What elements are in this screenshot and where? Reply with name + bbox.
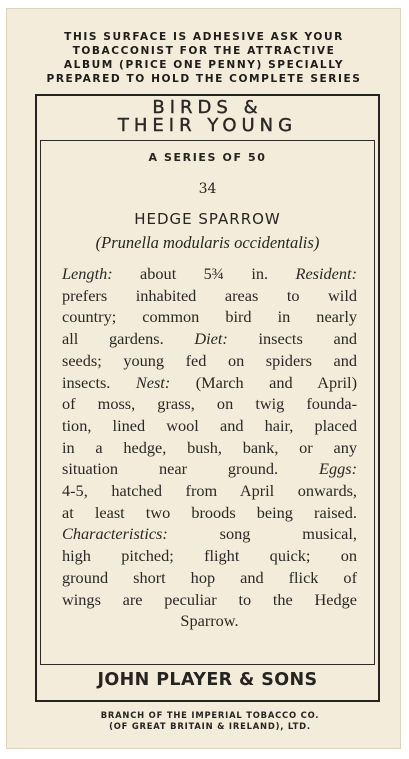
description-text: about 5 (112, 264, 212, 283)
description-heading: Nest: (135, 372, 171, 392)
description-text: in a hedge, bush, bank, or any (62, 437, 357, 457)
description-text: all gardens. (62, 329, 195, 349)
description-text: seeds; young fed on spiders and (62, 350, 357, 370)
description-line (62, 372, 357, 394)
description-heading: Length: (62, 264, 113, 283)
description-text: tion, lined wool and hair, placed (62, 415, 357, 435)
title-line: BIRDS & (152, 97, 263, 118)
description-text: in. (223, 264, 296, 283)
description-line (62, 589, 357, 611)
description-text: wings are peculiar to the Hedge (62, 589, 357, 609)
species-name: HEDGE SPARROW (134, 210, 281, 228)
description-heading: Characteristics: (62, 524, 168, 544)
description-text: high pitched; flight quick; on (62, 546, 357, 566)
description-text: 4-5, hatched from April onwards, (62, 481, 357, 501)
description-line (62, 393, 357, 415)
description-heading: Resident: (295, 264, 357, 283)
description-line (62, 502, 357, 524)
card-number: 34 (198, 181, 217, 197)
description-heading: Eggs: (319, 459, 357, 479)
description-text: Sparrow. (180, 611, 239, 631)
description-text: situation near ground. (62, 459, 320, 479)
description-text: at least two broods being raised. (62, 502, 357, 522)
description-heading: Diet: (194, 329, 228, 349)
description-line (62, 523, 357, 545)
description-line (62, 610, 357, 632)
card-title (41, 99, 374, 139)
description-line (62, 415, 357, 437)
adhesive-notice-line: ALBUM (PRICE ONE PENNY) SPECIALLY (63, 59, 345, 71)
inner-frame (40, 140, 375, 665)
description-line (62, 285, 357, 307)
description-line (62, 328, 357, 350)
description-line (62, 458, 357, 480)
latin-name: (Prunella modularis occidentalis) (95, 233, 320, 252)
company-notice-line: BRANCH OF THE IMPERIAL TOBACCO CO. (100, 710, 320, 720)
description-line (62, 437, 357, 459)
description-line (62, 263, 357, 285)
outer-frame (35, 94, 380, 702)
description-text: prefers inhabited areas to wild (62, 285, 357, 305)
description-text: (March and April) (170, 372, 358, 392)
description-text: insects and (227, 329, 357, 349)
description-line (62, 306, 357, 328)
cigarette-card (6, 8, 401, 749)
brand-name: JOHN PLAYER & SONS (97, 670, 318, 690)
description-line (62, 545, 357, 567)
description-text: song musical, (167, 524, 357, 544)
description-text: of moss, grass, on twig founda- (62, 394, 357, 414)
adhesive-notice (20, 30, 388, 86)
description-text: ¾ (211, 264, 224, 283)
description-text: country; common bird in nearly (62, 307, 357, 327)
adhesive-notice-line: TOBACCONIST FOR THE ATTRACTIVE (72, 45, 336, 57)
description-line (62, 567, 357, 589)
adhesive-notice-line: PREPARED TO HOLD THE COMPLETE SERIES (46, 73, 362, 85)
description (62, 263, 357, 632)
company-notice (20, 710, 400, 732)
description-text: insects. (62, 372, 136, 392)
description-line (62, 480, 357, 502)
company-notice-line: (OF GREAT BRITAIN & IRELAND), LTD. (109, 721, 311, 731)
series-label: A SERIES OF 50 (148, 151, 267, 164)
description-line (62, 350, 357, 372)
description-text: ground short hop and flick of (62, 567, 357, 587)
adhesive-notice-line: THIS SURFACE IS ADHESIVE ASK YOUR (64, 31, 344, 43)
title-line: THEIR YOUNG (117, 115, 298, 136)
